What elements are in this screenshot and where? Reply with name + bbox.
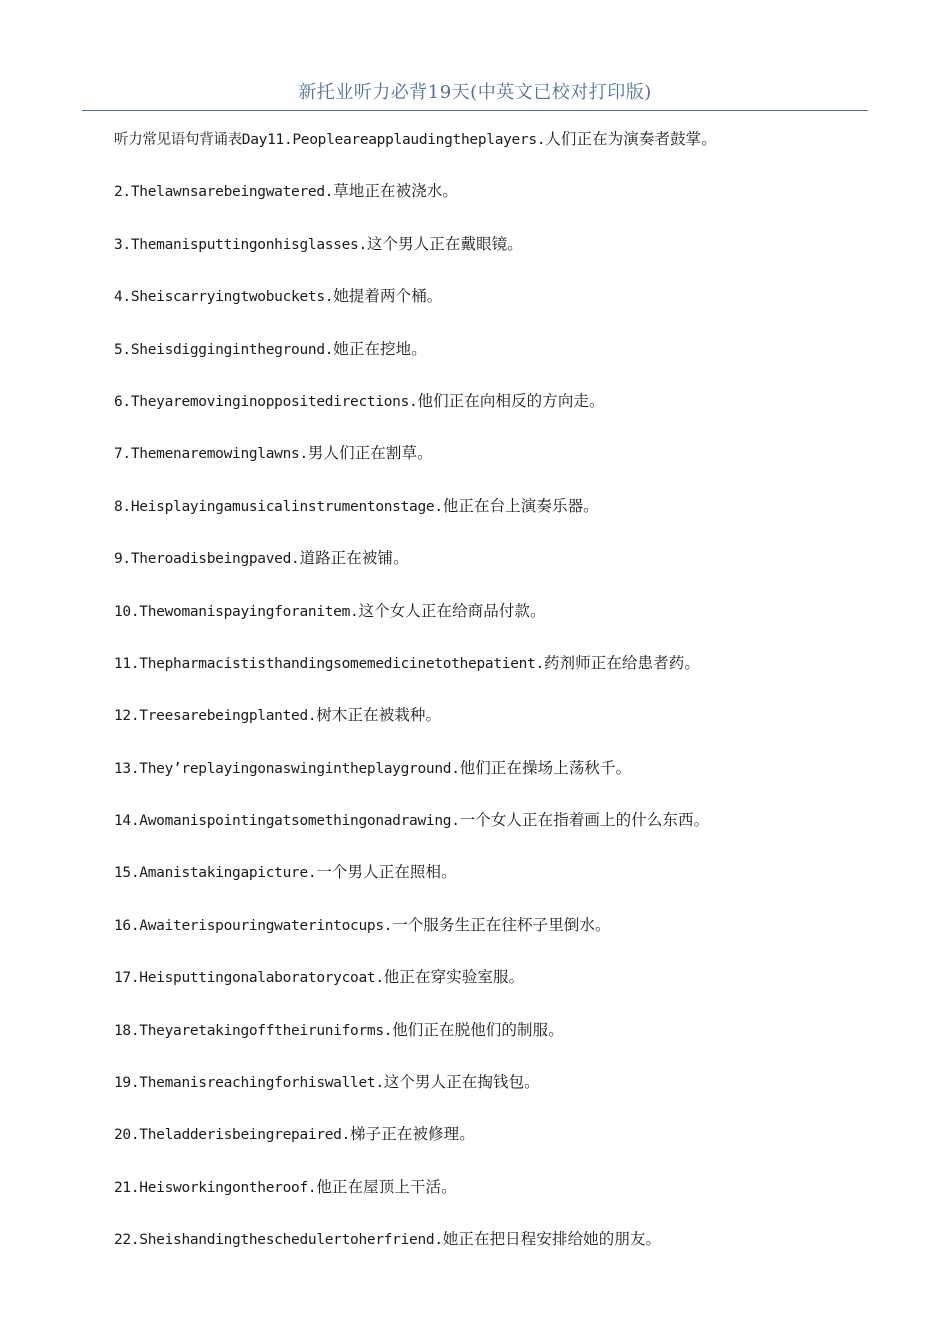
sentence-english: 10.Thewomanispayingforanitem.	[114, 603, 359, 620]
sentence-chinese: 他们正在脱他们的制服。	[392, 1020, 564, 1039]
sentence-chinese: 道路正在被铺。	[299, 549, 409, 568]
sentence-line	[114, 1017, 874, 1069]
sentence-english: 5.Sheisdiggingintheground.	[114, 341, 334, 358]
sentence-line	[114, 440, 874, 492]
sentence-english: 21.Heisworkingontheroof.	[114, 1179, 317, 1196]
sentence-english: 听力常见语句背诵表Day11.Peopleareapplaudingtheplayers.	[114, 132, 546, 148]
sentence-english: 18.Theyaretakingofftheiruniforms.	[114, 1022, 393, 1039]
sentence-chinese: 她正在把日程安排给她的朋友。	[442, 1230, 662, 1249]
page-title: 新托业听力必背19天(中英文已校对打印版)	[298, 82, 652, 103]
sentence-english: 4.Sheiscarryingtwobuckets.	[114, 289, 334, 306]
sentence-line	[114, 1069, 874, 1121]
sentence-line	[114, 1226, 874, 1278]
sentence-chinese: 草地正在被浇水。	[333, 182, 458, 201]
sentence-list	[114, 126, 874, 1279]
sentence-line	[114, 755, 874, 807]
sentence-line	[114, 545, 874, 597]
sentence-chinese: 他们正在向相反的方向走。	[417, 391, 605, 410]
sentence-line	[114, 807, 874, 859]
sentence-chinese: 药剂师正在给患者药。	[543, 653, 700, 672]
sentence-english: 12.Treesarebeingplanted.	[114, 708, 317, 725]
sentence-english: 13.They’replayingonaswingintheplayground.	[114, 760, 460, 777]
sentence-chinese: 她正在挖地。	[333, 339, 427, 358]
sentence-english: 2.Thelawnsarebeingwatered.	[114, 184, 334, 201]
sentence-line	[114, 859, 874, 911]
sentence-chinese: 一个男人正在照相。	[316, 863, 457, 882]
sentence-english: 16.Awaiterispouringwaterintocups.	[114, 917, 393, 934]
sentence-english: 15.Amanistakingapicture.	[114, 865, 317, 882]
sentence-chinese: 这个女人正在给商品付款。	[358, 601, 546, 620]
sentence-chinese: 她提着两个桶。	[333, 287, 443, 306]
sentence-line	[114, 1121, 874, 1173]
sentence-english: 8.Heisplayingamusicalinstrumentonstage.	[114, 498, 443, 515]
sentence-english: 3.Themanisputtingonhisglasses.	[114, 236, 367, 253]
sentence-english: 20.Theladderisbeingrepaired.	[114, 1127, 351, 1144]
sentence-chinese: 梯子正在被修理。	[350, 1125, 475, 1144]
sentence-chinese: 他正在屋顶上干活。	[316, 1177, 457, 1196]
sentence-line	[114, 493, 874, 545]
sentence-chinese: 一个服务生正在往杯子里倒水。	[392, 915, 611, 934]
sentence-chinese: 人们正在为演奏者鼓掌。	[545, 130, 717, 148]
sentence-line	[114, 598, 874, 650]
sentence-chinese: 树木正在被栽种。	[316, 706, 442, 725]
sentence-line	[114, 283, 874, 335]
sentence-line	[114, 912, 874, 964]
sentence-english: 19.Themanisreachingforhiswallet.	[114, 1075, 384, 1092]
sentence-chinese: 他们正在操场上荡秋千。	[459, 758, 632, 777]
sentence-english: 6.Theyaremovinginoppositedirections.	[114, 393, 418, 410]
page-header	[82, 76, 868, 111]
sentence-english: 11.Thepharmacististhandingsomemedicinetothepatient.	[114, 655, 544, 672]
sentence-line	[114, 964, 874, 1016]
sentence-chinese: 男人们正在割草。	[307, 444, 433, 463]
sentence-line	[114, 336, 874, 388]
sentence-line	[114, 702, 874, 754]
sentence-english: 7.Themenaremowinglawns.	[114, 446, 308, 463]
sentence-chinese: 一个女人正在指着画上的什么东西。	[459, 811, 710, 830]
sentence-line	[114, 178, 874, 230]
sentence-chinese: 他正在穿实验室服。	[383, 968, 525, 987]
sentence-line	[114, 650, 874, 702]
sentence-english: 22.Sheishandingtheschedulertoherfriend.	[114, 1232, 443, 1249]
sentence-line	[114, 126, 874, 178]
sentence-english: 9.Theroadisbeingpaved.	[114, 551, 300, 568]
sentence-line	[114, 388, 874, 440]
sentence-chinese: 这个男人正在掏钱包。	[383, 1073, 540, 1092]
sentence-chinese: 他正在台上演奏乐器。	[442, 496, 599, 515]
sentence-english: 14.Awomanispointingatsomethingonadrawing.	[114, 813, 460, 830]
sentence-line	[114, 1174, 874, 1226]
sentence-english: 17.Heisputtingonalaboratorycoat.	[114, 970, 384, 987]
sentence-line	[114, 231, 874, 283]
sentence-chinese: 这个男人正在戴眼镜。	[366, 234, 523, 253]
